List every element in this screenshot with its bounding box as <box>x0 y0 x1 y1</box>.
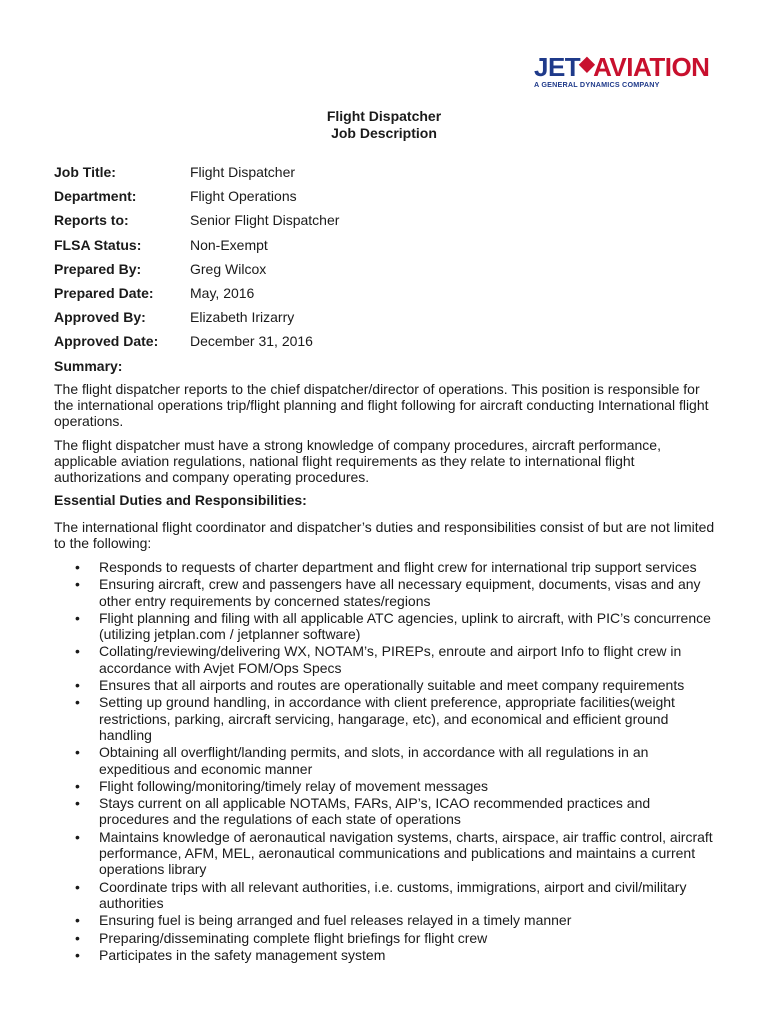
bullet-icon: • <box>75 559 80 575</box>
list-item <box>54 930 722 946</box>
logo-aviation-text: AVIATION <box>593 52 710 82</box>
field-label: Approved By: <box>54 309 146 326</box>
logo-jet-text: JET <box>534 52 581 82</box>
list-item-text: Preparing/disseminating complete flight briefings for flight crew <box>99 929 488 946</box>
field-value: Elizabeth Irizarry <box>190 309 295 326</box>
field-label: Job Title: <box>54 164 116 180</box>
list-item-text: Stays current on all applicable NOTAMs, FARs, AIP’s, ICAO recommended practices and procedures and the regulations of each state of operations <box>99 795 651 828</box>
bullet-icon: • <box>75 777 80 794</box>
list-item-text: Flight planning and filing with all applicable ATC agencies, uplink to aircraft, with PIC’s concurrence (utilizing jetplan.com / jetplanner software) <box>99 609 711 643</box>
summary-section <box>54 358 718 485</box>
field-value: Greg Wilcox <box>190 260 267 277</box>
field-label: Approved Date: <box>54 333 159 350</box>
list-item-text: Obtaining all overflight/landing permits, and slots, in accordance with all regulations in an expeditious and economic manner <box>99 744 649 777</box>
field-flsa-status <box>54 237 714 261</box>
summary-paragraph: The flight dispatcher must have a strong knowledge of company procedures, aircraft performance, applicable aviation regulations, national flight requirements as they relate to international flight authorizations and company operating procedures. <box>54 437 661 485</box>
field-approved-by <box>54 309 714 333</box>
duties-intro: The international flight coordinator and dispatcher’s duties and responsibilities consist of but are not limited to the following: <box>54 519 715 551</box>
field-prepared-date <box>54 285 714 309</box>
list-item-text: Coordinate trips with all relevant authorities, i.e. customs, immigrations, airport and civil/military authorities <box>99 878 687 911</box>
bullet-icon: • <box>75 828 80 845</box>
bullet-icon: • <box>75 576 80 593</box>
bullet-icon: • <box>75 795 80 812</box>
summary-heading: Summary: <box>54 358 123 374</box>
bullet-icon: • <box>75 694 80 711</box>
field-label: FLSA Status: <box>54 236 142 253</box>
company-logo <box>534 51 714 89</box>
document-title <box>0 108 768 142</box>
field-label: Department: <box>54 188 137 205</box>
list-item-text: Setting up ground handling, in accordance with client preference, appropriate facilities(weight restrictions, parking, aircraft servicing, hangarage, etc), and economical and efficient ground handling <box>99 694 675 743</box>
field-label: Prepared Date: <box>54 284 154 301</box>
document-title-line1: Flight Dispatcher <box>326 108 442 124</box>
list-item <box>54 610 722 643</box>
duties-heading: Essential Duties and Responsibilities: <box>54 492 307 508</box>
list-item <box>54 795 722 828</box>
summary-paragraph: The flight dispatcher reports to the chief dispatcher/director of operations. This position is responsible for the international operations trip/flight planning and flight following for aircraft conducting International flight operations. <box>54 381 709 429</box>
field-prepared-by <box>54 261 714 285</box>
bullet-icon: • <box>75 878 80 895</box>
field-job-title <box>54 164 714 188</box>
logo-subtitle: A GENERAL DYNAMICS COMPANY <box>534 80 660 89</box>
bullet-icon: • <box>75 912 80 929</box>
list-item-text: Ensuring aircraft, crew and passengers have all necessary equipment, documents, visas and any other entry requirements by concerned states/regions <box>99 576 701 609</box>
list-item <box>54 559 722 575</box>
field-value: May, 2016 <box>190 284 255 301</box>
bullet-icon: • <box>75 609 80 626</box>
list-item <box>54 879 722 912</box>
field-reports-to <box>54 212 714 236</box>
list-item-text: Participates in the safety management system <box>99 946 386 963</box>
bullet-icon: • <box>75 946 80 963</box>
field-value: Non-Exempt <box>190 236 268 253</box>
list-item <box>54 744 722 777</box>
field-value: Senior Flight Dispatcher <box>190 212 340 229</box>
bullet-icon: • <box>75 744 80 761</box>
list-item <box>54 677 722 693</box>
list-item <box>54 947 722 963</box>
field-department <box>54 188 714 212</box>
list-item <box>54 829 722 878</box>
list-item-text: Ensuring fuel is being arranged and fuel releases relayed in a timely manner <box>99 912 572 929</box>
list-item-text: Flight following/monitoring/timely relay of movement messages <box>99 777 489 794</box>
logo-wordmark <box>534 51 714 80</box>
list-item <box>54 694 722 743</box>
duties-section <box>54 492 722 964</box>
field-approved-date <box>54 333 714 357</box>
bullet-icon: • <box>75 929 80 946</box>
document-title-line2: Job Description <box>331 125 437 141</box>
list-item-text: Collating/reviewing/delivering WX, NOTAM’s, PIREPs, enroute and airport Info to flight crew in accordance with Avjet FOM/Ops Specs <box>99 643 682 676</box>
list-item <box>54 576 722 609</box>
field-label: Reports to: <box>54 212 129 229</box>
bullet-icon: • <box>75 643 80 660</box>
field-value: Flight Dispatcher <box>190 164 296 180</box>
field-value: Flight Operations <box>190 188 297 205</box>
bullet-icon: • <box>75 677 80 694</box>
field-value: December 31, 2016 <box>190 333 313 350</box>
list-item-text: Responds to requests of charter department and flight crew for international trip support services <box>99 559 697 575</box>
logo-dot-icon: ◆ <box>579 53 595 75</box>
job-info-fields <box>54 164 714 358</box>
list-item <box>54 912 722 928</box>
field-label: Prepared By: <box>54 260 142 277</box>
list-item <box>54 778 722 794</box>
list-item <box>54 643 722 676</box>
list-item-text: Maintains knowledge of aeronautical navigation systems, charts, airspace, air traffic control, aircraft performance, AFM, MEL, aeronautical communications and publications and maintains a current operations library <box>99 828 713 878</box>
list-item-text: Ensures that all airports and routes are operationally suitable and meet company requirements <box>99 677 685 694</box>
duties-list <box>54 559 722 963</box>
